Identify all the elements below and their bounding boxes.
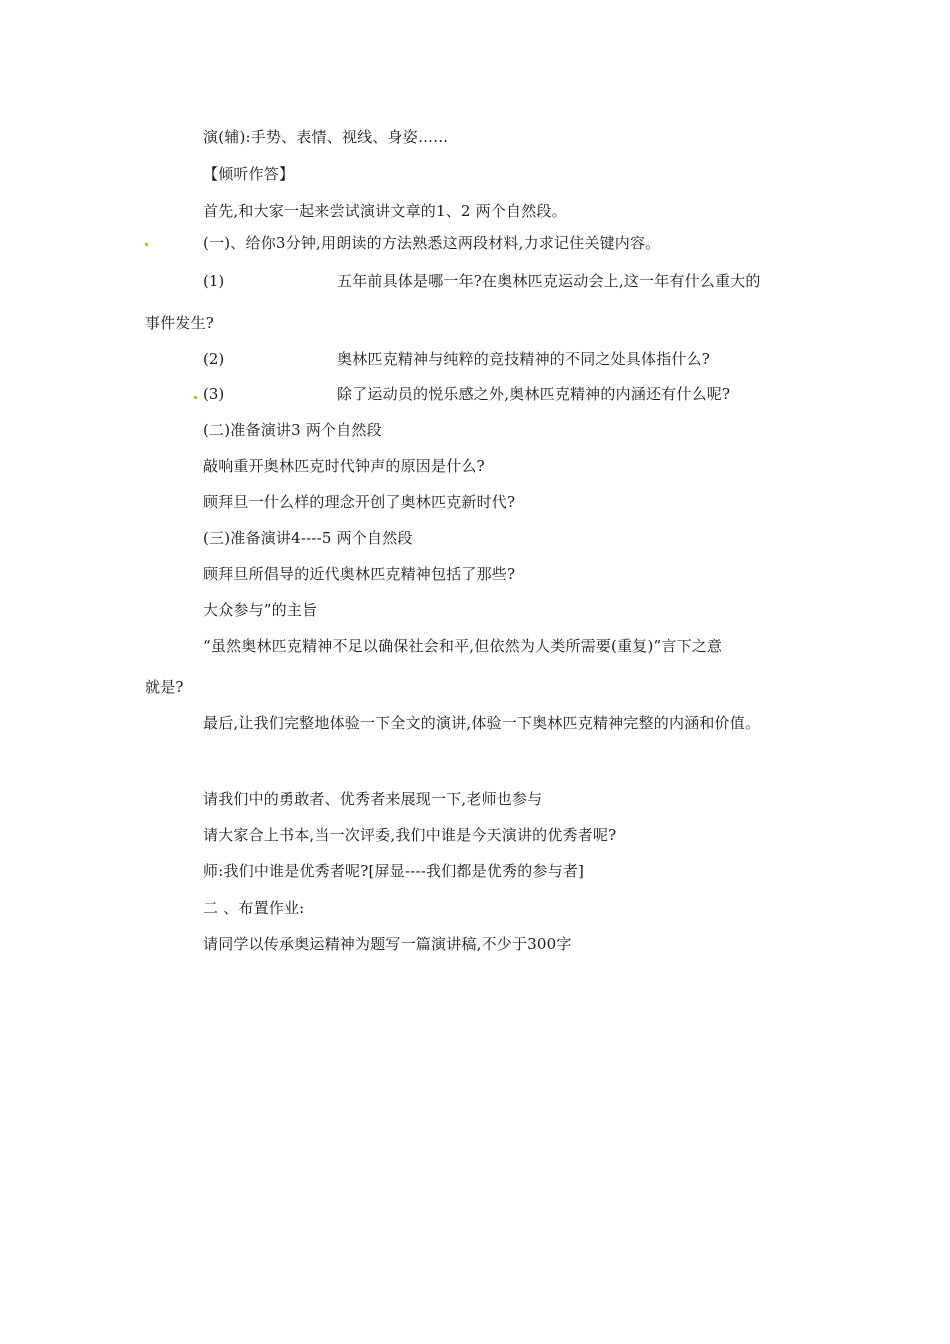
question-two-text: 奥林匹克精神与纯粹的竞技精神的不同之处具体指什么? — [337, 350, 711, 368]
teacher-line: 师:我们中谁是优秀者呢?[屏显----我们都是优秀的参与者] — [203, 862, 585, 880]
section-two-question-two: 顾拜旦一什么样的理念开创了奥林匹克新时代? — [203, 493, 516, 511]
judge-line: 请大家合上书本,当一次评委,我们中谁是今天演讲的优秀者呢? — [203, 826, 617, 844]
homework-heading: 二 、布置作业: — [203, 899, 305, 917]
text-line-first: 首先,和大家一起来尝试演讲文章的1、2 两个自然段。 — [203, 202, 567, 220]
marker-dot — [145, 243, 148, 246]
question-number: (3) — [203, 385, 225, 403]
section-three-heading: (三)准备演讲4----5 两个自然段 — [203, 529, 413, 547]
heading-listen-answer: 【倾听作答】 — [203, 165, 295, 183]
final-experience-line: 最后,让我们完整地体验一下全文的演讲,体验一下奥林匹克精神完整的内涵和价值。 — [203, 714, 761, 732]
invite-line: 请我们中的勇敢者、优秀者来展现一下,老师也参与 — [203, 790, 543, 808]
section-one-heading: (一)、给你3分钟,用朗读的方法熟悉这两段材料,力求记住关键内容。 — [203, 234, 661, 252]
text-line-gestures: 演(辅):手势、表情、视线、身姿…… — [203, 128, 449, 146]
marker-dot — [194, 396, 197, 399]
question-number: (2) — [203, 350, 225, 368]
homework-text: 请同学以传承奥运精神为题写一篇演讲稿,不少于300字 — [203, 935, 572, 953]
section-three-question-three-continuation: 就是? — [145, 678, 184, 696]
section-three-question-one: 顾拜旦所倡导的近代奥林匹克精神包括了那些? — [203, 565, 516, 583]
section-two-heading: (二)准备演讲3 两个自然段 — [203, 421, 382, 439]
section-three-question-two: 大众参与”的主旨 — [203, 601, 318, 619]
section-three-question-three: “虽然奥林匹克精神不足以确保社会和平,但依然为人类所需要(重复)”言下之意 — [203, 637, 723, 655]
question-number: (1) — [203, 272, 225, 290]
section-two-question-one: 敲响重开奥林匹克时代钟声的原因是什么? — [203, 457, 485, 475]
question-one-text: 五年前具体是哪一年?在奥林匹克运动会上,这一年有什么重大的 — [337, 272, 761, 290]
question-one-continuation: 事件发生? — [145, 314, 215, 332]
question-three-text: 除了运动员的悦乐感之外,奥林匹克精神的内涵还有什么呢? — [337, 385, 731, 403]
